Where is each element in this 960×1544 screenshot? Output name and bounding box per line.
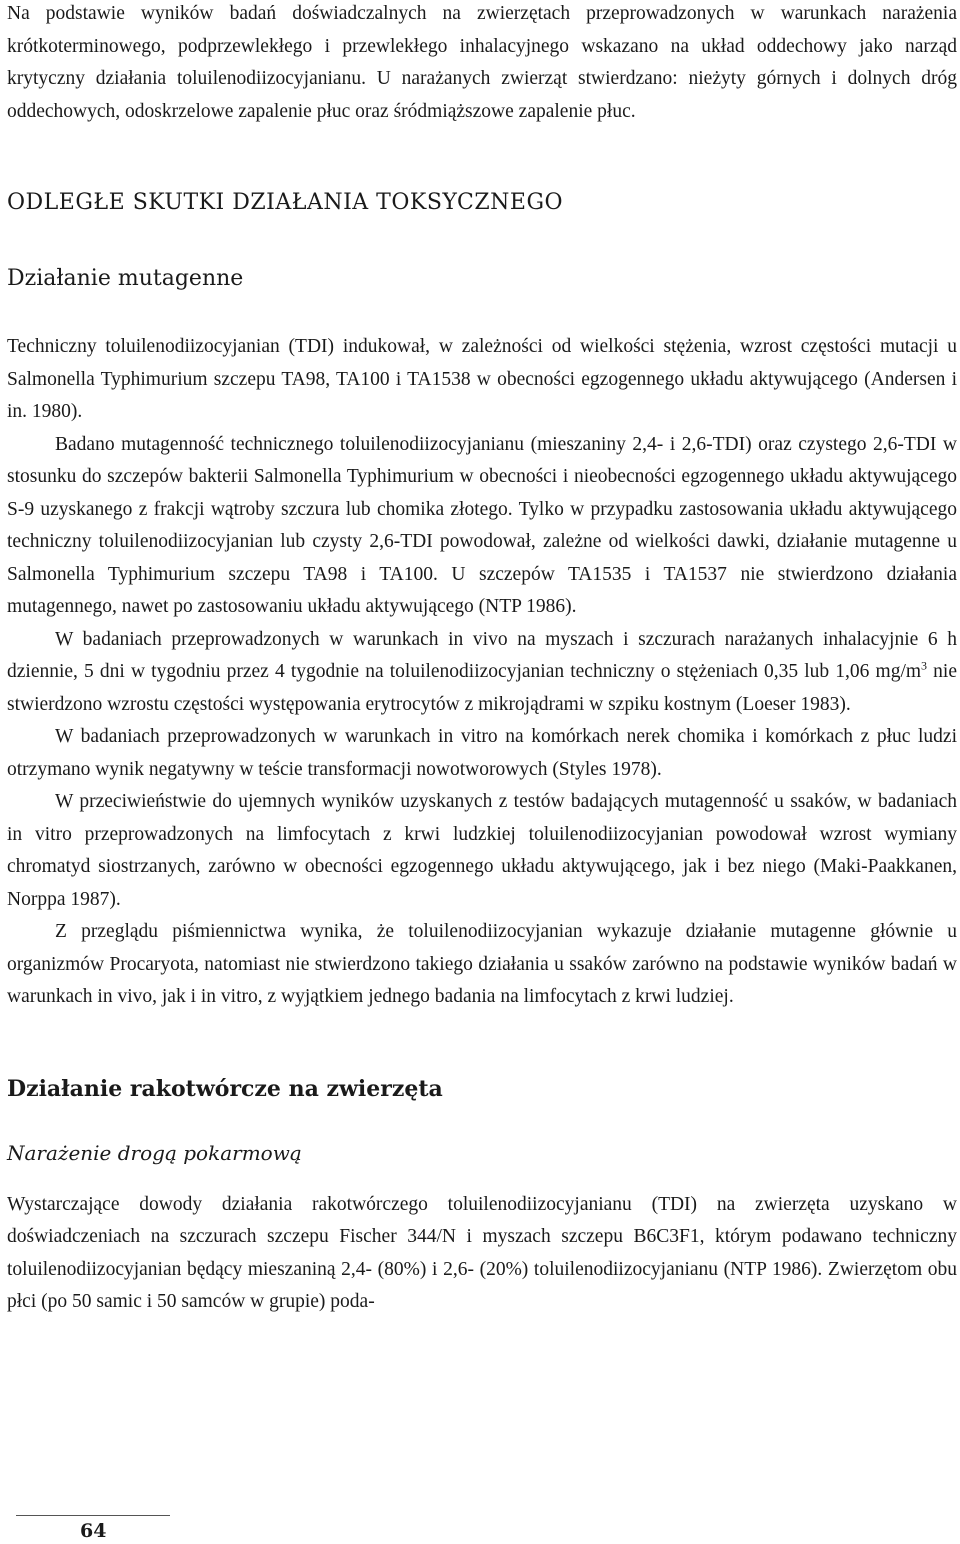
mutagen-paragraph-2: Badano mutagenność technicznego toluilenodiizocyjanianu (mieszaniny 2,4- i 2,6-TDI) oraz czystego 2,6-TDI w stosunku do szczepów bakterii Salmonella Typhimurium w obecności i nieobecności egzogennego układu aktywującego S-9 uzyskanego z frakcji wątroby szczura lub chomika złotego. Tylko w przypadku zastosowania układu aktywującego techniczny toluilenodiizocyjanian lub czysty 2,6-TDI powodował, zależne od wielkości dawki, działanie mutagenne u Salmonella Typhimurium szczepu TA98 i TA100. U szczepów TA1535 i TA1537 nie stwierdzono działania mutagennego, nawet po zastosowaniu układu aktywującego (NTP 1986). xyxy=(7,433,957,617)
intro-paragraph: Na podstawie wyników badań doświadczalnych na zwierzętach przeprowadzonych w warunkach narażenia krótkoterminowego, podprzewlekłego i przewlekłego inhalacyjnego wskazano na układ oddechowy jako narząd krytyczny działania toluilenodiizocyjanianu. U narażanych zwierząt stwierdzano: nieżyty górnych i dolnych dróg oddechowych, odoskrzelowe zapalenie płuc oraz śródmiąższowe zapalenie płuc. xyxy=(7,3,957,122)
mutagen-paragraph-4: W badaniach przeprowadzonych w warunkach in vitro na komórkach nerek chomika i komórkach z płuc ludzi otrzymano wynik negatywny w teście transformacji nowotworowych (Styles 1978). xyxy=(7,726,957,780)
carcinogen-paragraph-1: Wystarczające dowody działania rakotwórczego toluilenodiizocyjanianu (TDI) na zwierzęta uzyskano w doświadczeniach na szczurach szczepu Fischer 344/N i myszach szczepu B6C3F1, którym podawano techniczny toluilenodiizocyjanian będący mieszaniną 2,4- (80%) i 2,6- (20%) toluilenodiizocyjanianu (NTP 1986). Zwierzętom obu płci (po 50 samic i 50 samców w grupie) poda- xyxy=(7,1193,957,1312)
page-number: 64 xyxy=(80,1520,107,1542)
mutagen-paragraph-3 xyxy=(7,624,957,722)
unit-superscript: 3 xyxy=(921,658,928,673)
mutagen-paragraph-3-text-a: W badaniach przeprowadzonych w warunkach in vivo na myszach i szczurach narażanych inhalacyjnie 6 h dziennie, 5 dni w tygodniu przez 4 tygodnie na toluilenodiizocyjanian techniczny o stężeniach 0,35 lub 1,06 mg/m xyxy=(7,628,957,682)
mutagen-paragraph-5: W przeciwieństwie do ujemnych wyników uzyskanych z testów badających mutagenność u ssaków, w badaniach in vitro przeprowadzonych na limfocytach z krwi ludzkiej toluilenodiizocyjanian powodował wzrost wymiany chromatyd siostrzanych, zarówno w obecności egzogennego układu aktywującego, jak i bez niego (Maki-Paakkanen, Norppa 1987). xyxy=(7,791,957,910)
carcinogen-title: Działanie rakotwórcze na zwierzęta xyxy=(7,1075,443,1102)
footer-divider xyxy=(16,1515,170,1516)
mutagen-paragraph-3-text-b: nie stwierdzono wzrostu częstości występowania erytrocytów z mikrojądrami w szpiku kostnym (Loeser 1983). xyxy=(7,661,957,715)
mutagen-paragraph-6: Z przeglądu piśmiennictwa wynika, że toluilenodiizocyjanian wykazuje działanie mutagenne głównie u organizmów Procaryota, natomiast nie stwierdzono takiego działania u ssaków zarówno na podstawie wyników badań w warunkach in vivo, jak i in vitro, z wyjątkiem jednego badania na limfocytach z krwi ludziej. xyxy=(7,921,957,1007)
section-title: ODLEGŁE SKUTKI DZIAŁANIA TOKSYCZNEGO xyxy=(7,190,564,215)
document-page xyxy=(7,0,957,1319)
mutagen-title: Działanie mutagenne xyxy=(7,266,244,291)
mutagen-paragraph-1: Techniczny toluilenodiizocyjanian (TDI) indukował, w zależności od wielkości stężenia, wzrost częstości mutacji u Salmonella Typhimurium szczepu TA98, TA100 i TA1538 w obecności egzogennego układu aktywującego (Andersen i in. 1980). xyxy=(7,336,957,422)
carcinogen-subtitle: Narażenie drogą pokarmową xyxy=(7,1140,302,1165)
